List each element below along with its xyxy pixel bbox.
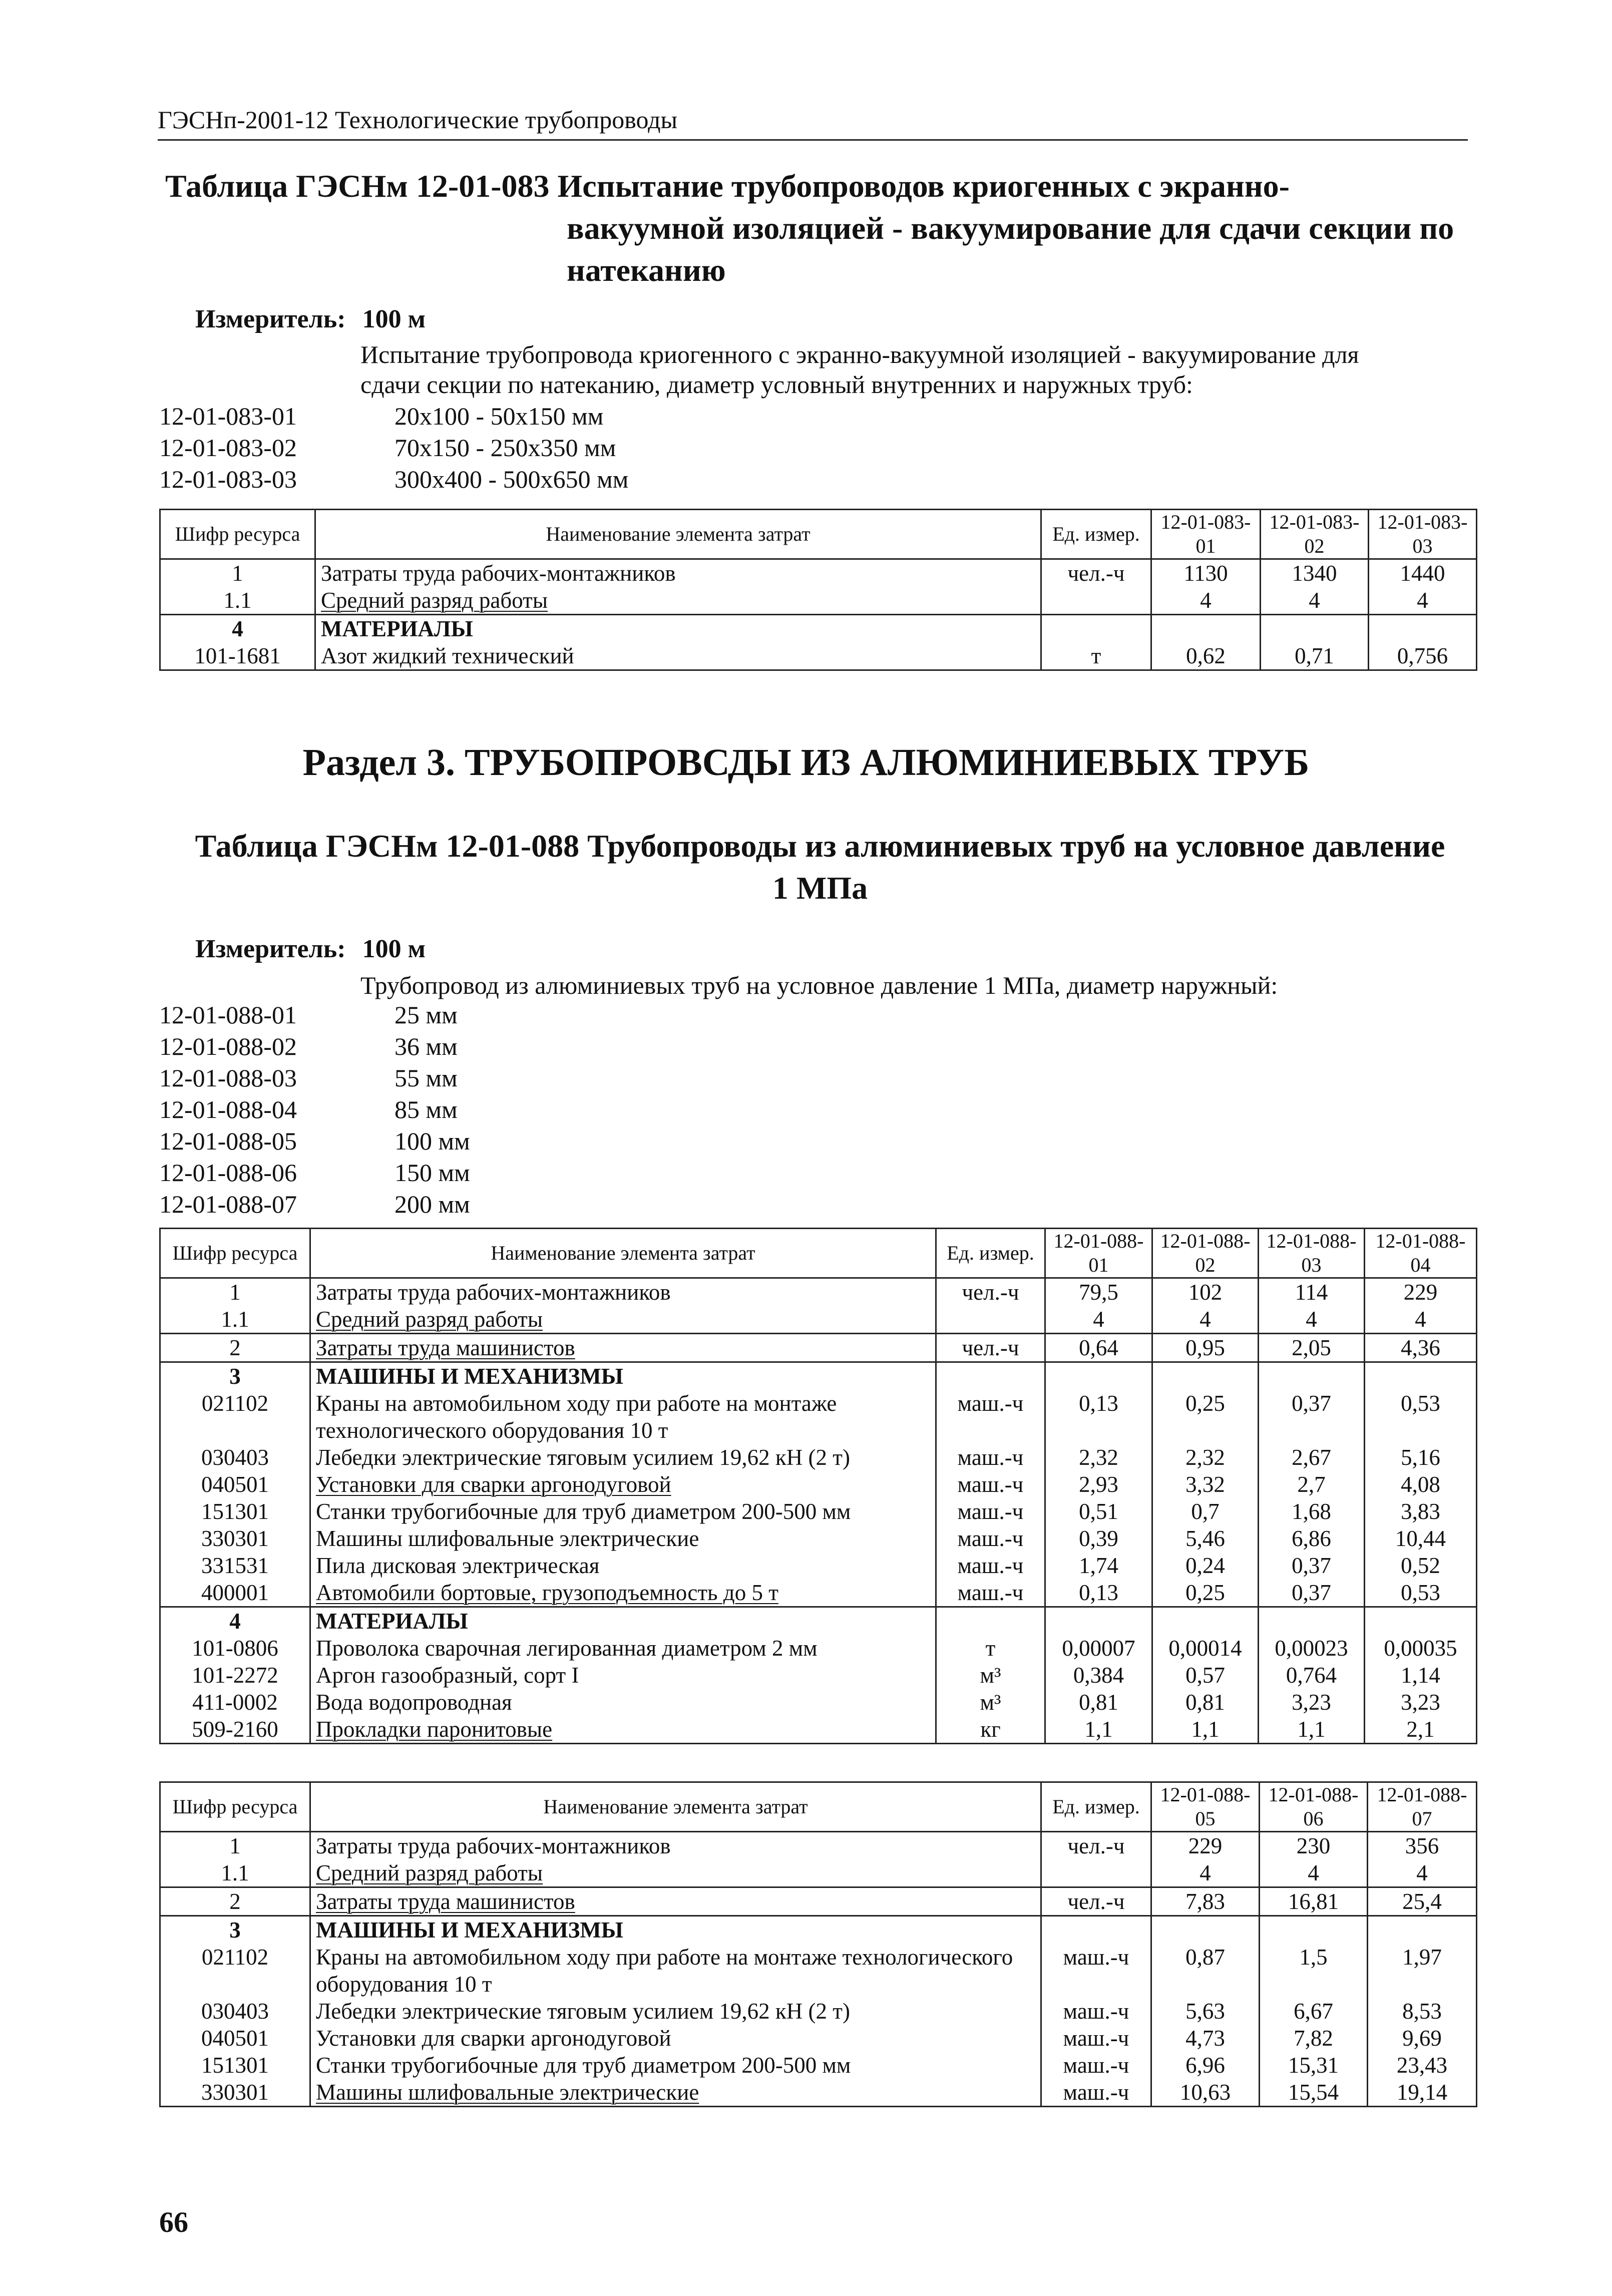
cell: Азот жидкий технический — [315, 642, 1041, 670]
cell: 0,756 — [1369, 642, 1477, 670]
page-header: ГЭСНп-2001-12 Технологические трубопроводы — [158, 106, 678, 134]
code-text: 85 мм — [394, 1095, 458, 1123]
table-row — [160, 1278, 1477, 1306]
table-083-title-line2: вакуумной изоляцией - вакуумирование для сдачи секции по — [567, 210, 1454, 246]
cell — [1041, 587, 1151, 615]
cell: 1440 — [1369, 559, 1477, 587]
cell: 2,32 — [1045, 1444, 1152, 1471]
cell: 6,86 — [1259, 1525, 1365, 1552]
cell — [1369, 615, 1477, 643]
header-cell: Шифр ресурса — [160, 1782, 310, 1832]
table-083 — [159, 509, 1477, 671]
header-cell: 12-01-088-04 — [1365, 1229, 1477, 1278]
cell: 2,67 — [1259, 1444, 1365, 1471]
cell: 3,23 — [1365, 1689, 1477, 1716]
cell — [1151, 1916, 1260, 1944]
code-text: 20x100 - 50x150 мм — [394, 402, 604, 430]
cell: маш.-ч — [1041, 2052, 1151, 2079]
header-cell: 12-01-083-01 — [1151, 510, 1261, 559]
cell: 1 — [160, 1832, 310, 1860]
cell: 040501 — [160, 1471, 310, 1498]
cell: Лебедки электрические тяговым усилием 19,62 кН (2 т) — [310, 1998, 1041, 2025]
cell: 0,25 — [1152, 1579, 1259, 1607]
table-header-row — [160, 510, 1477, 559]
code-list-item — [159, 1125, 470, 1157]
cell: 021102 — [160, 1944, 310, 1998]
cell: МАШИНЫ И МЕХАНИЗМЫ — [310, 1916, 1041, 1944]
cell: 15,54 — [1260, 2079, 1368, 2107]
cell: чел.-ч — [936, 1334, 1045, 1362]
cell: 0,00035 — [1365, 1635, 1477, 1662]
header-cell: 12-01-088-07 — [1368, 1782, 1477, 1832]
code-list-item — [159, 1062, 470, 1094]
measure-value: 100 м — [362, 935, 426, 963]
cell: 0,39 — [1045, 1525, 1152, 1552]
cell: чел.-ч — [1041, 559, 1151, 587]
cell — [1365, 1362, 1477, 1390]
cell: 230 — [1260, 1832, 1368, 1860]
cell — [1045, 1362, 1152, 1390]
cell: Станки трубогибочные для труб диаметром 200-500 мм — [310, 1498, 936, 1525]
cell: 331531 — [160, 1552, 310, 1579]
table-row — [160, 1390, 1477, 1444]
table-row — [160, 1832, 1477, 1860]
cell: 3,23 — [1259, 1689, 1365, 1716]
cell: 1.1 — [160, 1306, 310, 1334]
code-list-item — [159, 1157, 470, 1189]
cell: 1,14 — [1365, 1662, 1477, 1689]
cell: 4 — [1260, 1859, 1368, 1887]
cell: 5,46 — [1152, 1525, 1259, 1552]
cell: м³ — [936, 1689, 1045, 1716]
cell: маш.-ч — [936, 1498, 1045, 1525]
code: 12-01-088-02 — [159, 1032, 297, 1060]
cell: 0,95 — [1152, 1334, 1259, 1362]
cell: 509-2160 — [160, 1716, 310, 1744]
cell: Затраты труда машинистов — [310, 1887, 1041, 1916]
table-088-part2 — [159, 1781, 1477, 2107]
table-088-part2-body — [160, 1832, 1477, 2107]
cell: 2,7 — [1259, 1471, 1365, 1498]
cell: 2,32 — [1152, 1444, 1259, 1471]
table-088-title — [159, 825, 1481, 909]
cell: 0,384 — [1045, 1662, 1152, 1689]
cell: 151301 — [160, 1498, 310, 1525]
cell: Лебедки электрические тяговым усилием 19,62 кН (2 т) — [310, 1444, 936, 1471]
cell: 0,64 — [1045, 1334, 1152, 1362]
table-row — [160, 559, 1477, 587]
cell — [1261, 615, 1369, 643]
cell: Затраты труда машинистов — [310, 1334, 936, 1362]
code-text: 300x400 - 500x650 мм — [394, 465, 629, 493]
cell: 030403 — [160, 1444, 310, 1471]
measure-label: Измеритель: — [195, 935, 346, 963]
header-cell: 12-01-088-01 — [1045, 1229, 1152, 1278]
cell: Средний разряд работы — [310, 1859, 1041, 1887]
cell: 1,74 — [1045, 1552, 1152, 1579]
cell: 2 — [160, 1887, 310, 1916]
cell: маш.-ч — [936, 1525, 1045, 1552]
cell: 0,00023 — [1259, 1635, 1365, 1662]
header-cell: Наименование элемента затрат — [315, 510, 1041, 559]
cell: 0,37 — [1259, 1552, 1365, 1579]
cell: маш.-ч — [1041, 1998, 1151, 2025]
cell: 4 — [1368, 1859, 1477, 1887]
cell: 0,52 — [1365, 1552, 1477, 1579]
code-text: 200 мм — [394, 1190, 470, 1218]
cell: маш.-ч — [936, 1390, 1045, 1444]
cell: Прокладки паронитовые — [310, 1716, 936, 1744]
cell: 79,5 — [1045, 1278, 1152, 1306]
cell — [1041, 1859, 1151, 1887]
cell: Станки трубогибочные для труб диаметром 200-500 мм — [310, 2052, 1041, 2079]
cell: м³ — [936, 1662, 1045, 1689]
table-row — [160, 1498, 1477, 1525]
table-row — [160, 1471, 1477, 1498]
cell: МАШИНЫ И МЕХАНИЗМЫ — [310, 1362, 936, 1390]
cell: 4,36 — [1365, 1334, 1477, 1362]
header-cell: Ед. измер. — [1041, 1782, 1151, 1832]
cell: 23,43 — [1368, 2052, 1477, 2079]
cell: Машины шлифовальные электрические — [310, 2079, 1041, 2107]
cell: 021102 — [160, 1390, 310, 1444]
cell: 1340 — [1261, 559, 1369, 587]
header-cell: 12-01-088-05 — [1151, 1782, 1260, 1832]
cell: 4 — [1365, 1306, 1477, 1334]
cell: 114 — [1259, 1278, 1365, 1306]
cell: 4,08 — [1365, 1471, 1477, 1498]
cell: 0,25 — [1152, 1390, 1259, 1444]
cell: 1 — [160, 559, 315, 587]
cell: 6,96 — [1151, 2052, 1260, 2079]
table-row — [160, 1334, 1477, 1362]
table-row — [160, 1916, 1477, 1944]
table-row — [160, 1306, 1477, 1334]
table-header-row — [160, 1229, 1477, 1278]
cell: Краны на автомобильном ходу при работе на монтаже технологического оборудования 10 т — [310, 1944, 1041, 1998]
code: 12-01-083-01 — [159, 402, 297, 430]
cell: Затраты труда рабочих-монтажников — [310, 1832, 1041, 1860]
table-row — [160, 1689, 1477, 1716]
cell: 19,14 — [1368, 2079, 1477, 2107]
cell: Автомобили бортовые, грузоподъемность до 5 т — [310, 1579, 936, 1607]
table-row — [160, 615, 1477, 643]
cell: 0,13 — [1045, 1390, 1152, 1444]
cell: 4 — [1151, 587, 1261, 615]
cell: чел.-ч — [936, 1278, 1045, 1306]
cell: 10,44 — [1365, 1525, 1477, 1552]
cell: 0,37 — [1259, 1390, 1365, 1444]
cell: 151301 — [160, 2052, 310, 2079]
table-row — [160, 1607, 1477, 1635]
cell: 030403 — [160, 1998, 310, 2025]
cell: чел.-ч — [1041, 1832, 1151, 1860]
cell: 1,1 — [1152, 1716, 1259, 1744]
cell — [1152, 1607, 1259, 1635]
page-number: 66 — [159, 2206, 188, 2238]
table-header-row — [160, 1782, 1477, 1832]
cell: 0,764 — [1259, 1662, 1365, 1689]
table-row — [160, 1525, 1477, 1552]
cell: 0,62 — [1151, 642, 1261, 670]
code-list-item — [159, 432, 628, 464]
table-083-title — [165, 165, 1477, 291]
measure-value: 100 м — [362, 305, 426, 333]
cell: маш.-ч — [1041, 1944, 1151, 1998]
code: 12-01-083-03 — [159, 465, 297, 493]
code: 12-01-088-06 — [159, 1159, 297, 1187]
cell: 0,71 — [1261, 642, 1369, 670]
code-text: 70x150 - 250x350 мм — [394, 434, 616, 462]
code-list-item — [159, 401, 628, 432]
cell: Аргон газообразный, сорт I — [310, 1662, 936, 1689]
cell: 101-2272 — [160, 1662, 310, 1689]
cell: 1 — [160, 1278, 310, 1306]
cell: 101-1681 — [160, 642, 315, 670]
cell: Краны на автомобильном ходу при работе на монтаже технологического оборудования 10 т — [310, 1390, 936, 1444]
code-text: 55 мм — [394, 1064, 458, 1092]
cell: Средний разряд работы — [310, 1306, 936, 1334]
cell: 2,1 — [1365, 1716, 1477, 1744]
table-row — [160, 1444, 1477, 1471]
cell: Проволока сварочная легированная диаметром 2 мм — [310, 1635, 936, 1662]
cell — [1368, 1916, 1477, 1944]
table-088-description: Трубопровод из алюминиевых труб на условное давление 1 МПа, диаметр наружный: — [360, 971, 1278, 999]
table-083-title-line1: Таблица ГЭСНм 12-01-083 Испытание трубопроводов криогенных с экранно- — [165, 168, 1290, 204]
cell — [1259, 1607, 1365, 1635]
cell — [1259, 1362, 1365, 1390]
cell: 4 — [160, 615, 315, 643]
table-088-title-line2: 1 МПа — [772, 870, 868, 906]
cell: 0,53 — [1365, 1390, 1477, 1444]
cell: 4 — [1152, 1306, 1259, 1334]
cell: 6,67 — [1260, 1998, 1368, 2025]
cell: 229 — [1151, 1832, 1260, 1860]
table-row — [160, 1362, 1477, 1390]
table-row — [160, 1579, 1477, 1607]
cell: Пила дисковая электрическая — [310, 1552, 936, 1579]
code-list-item — [159, 1189, 470, 1220]
cell: 25,4 — [1368, 1887, 1477, 1916]
cell — [1151, 615, 1261, 643]
cell: 0,57 — [1152, 1662, 1259, 1689]
header-cell: Ед. измер. — [936, 1229, 1045, 1278]
cell: 0,00007 — [1045, 1635, 1152, 1662]
cell: 4 — [1259, 1306, 1365, 1334]
cell: 0,53 — [1365, 1579, 1477, 1607]
cell: т — [936, 1635, 1045, 1662]
cell: 411-0002 — [160, 1689, 310, 1716]
header-cell: Наименование элемента затрат — [310, 1229, 936, 1278]
table-row — [160, 1998, 1477, 2025]
cell: 0,87 — [1151, 1944, 1260, 1998]
cell: 330301 — [160, 2079, 310, 2107]
cell: 7,83 — [1151, 1887, 1260, 1916]
cell — [1041, 615, 1151, 643]
header-cell: 12-01-088-02 — [1152, 1229, 1259, 1278]
header-cell: 12-01-083-03 — [1369, 510, 1477, 559]
table-row — [160, 1662, 1477, 1689]
cell: 1,1 — [1259, 1716, 1365, 1744]
code-list-item — [159, 999, 470, 1031]
cell: Машины шлифовальные электрические — [310, 1525, 936, 1552]
cell: 9,69 — [1368, 2025, 1477, 2052]
cell — [936, 1362, 1045, 1390]
code: 12-01-088-07 — [159, 1190, 297, 1218]
cell: 2,93 — [1045, 1471, 1152, 1498]
code: 12-01-083-02 — [159, 434, 297, 462]
cell: 330301 — [160, 1525, 310, 1552]
cell: маш.-ч — [936, 1552, 1045, 1579]
cell: 040501 — [160, 2025, 310, 2052]
cell: 1,68 — [1259, 1498, 1365, 1525]
cell: Вода водопроводная — [310, 1689, 936, 1716]
cell: Установки для сварки аргонодуговой — [310, 2025, 1041, 2052]
table-088-code-list — [159, 999, 470, 1220]
cell: 5,63 — [1151, 1998, 1260, 2025]
table-row — [160, 1635, 1477, 1662]
table-088-measure — [195, 934, 426, 964]
table-088-title-line1: Таблица ГЭСНм 12-01-088 Трубопроводы из алюминиевых труб на условное давление — [195, 828, 1445, 864]
code-text: 25 мм — [394, 1001, 458, 1029]
cell: Установки для сварки аргонодуговой — [310, 1471, 936, 1498]
table-row — [160, 1716, 1477, 1744]
header-cell: Наименование элемента затрат — [310, 1782, 1041, 1832]
cell: 7,82 — [1260, 2025, 1368, 2052]
cell: 2,05 — [1259, 1334, 1365, 1362]
cell: 1,5 — [1260, 1944, 1368, 1998]
table-083-title-line3: натеканию — [567, 252, 726, 288]
table-088-part1 — [159, 1228, 1477, 1744]
cell: 1.1 — [160, 587, 315, 615]
code-list-item — [159, 464, 628, 495]
cell — [1152, 1362, 1259, 1390]
cell: 4 — [160, 1607, 310, 1635]
table-083-code-list — [159, 401, 628, 495]
table-083-measure — [195, 304, 426, 334]
cell: 0,51 — [1045, 1498, 1152, 1525]
cell: 400001 — [160, 1579, 310, 1607]
code-text: 36 мм — [394, 1032, 458, 1060]
code-text: 150 мм — [394, 1159, 470, 1187]
cell: 1,1 — [1045, 1716, 1152, 1744]
table-row — [160, 2052, 1477, 2079]
cell: кг — [936, 1716, 1045, 1744]
cell: 4 — [1261, 587, 1369, 615]
cell — [936, 1306, 1045, 1334]
cell: 4,73 — [1151, 2025, 1260, 2052]
cell: 2 — [160, 1334, 310, 1362]
code-list-item — [159, 1094, 470, 1125]
cell: 0,81 — [1152, 1689, 1259, 1716]
cell: т — [1041, 642, 1151, 670]
table-row — [160, 1887, 1477, 1916]
header-cell: Ед. измер. — [1041, 510, 1151, 559]
description-line: Испытание трубопровода криогенного с экранно-вакуумной изоляцией - вакуумирование для — [360, 340, 1359, 368]
cell: 5,16 — [1365, 1444, 1477, 1471]
cell — [1045, 1607, 1152, 1635]
code: 12-01-088-03 — [159, 1064, 297, 1092]
cell: 101-0806 — [160, 1635, 310, 1662]
code-list-item — [159, 1031, 470, 1062]
header-cell: Шифр ресурса — [160, 1229, 310, 1278]
cell: маш.-ч — [936, 1444, 1045, 1471]
table-083-description — [360, 339, 1472, 400]
cell: 3 — [160, 1362, 310, 1390]
cell: Затраты труда рабочих-монтажников — [315, 559, 1041, 587]
table-row — [160, 2079, 1477, 2107]
cell — [936, 1607, 1045, 1635]
cell: 1130 — [1151, 559, 1261, 587]
table-row — [160, 2025, 1477, 2052]
cell: 0,81 — [1045, 1689, 1152, 1716]
cell: 0,13 — [1045, 1579, 1152, 1607]
cell: Затраты труда рабочих-монтажников — [310, 1278, 936, 1306]
cell: маш.-ч — [936, 1471, 1045, 1498]
cell: маш.-ч — [936, 1579, 1045, 1607]
table-row — [160, 587, 1477, 615]
header-divider — [158, 139, 1468, 141]
cell: 0,7 — [1152, 1498, 1259, 1525]
cell: 8,53 — [1368, 1998, 1477, 2025]
cell: 16,81 — [1260, 1887, 1368, 1916]
header-cell: 12-01-088-06 — [1260, 1782, 1368, 1832]
code: 12-01-088-05 — [159, 1127, 297, 1155]
code: 12-01-088-01 — [159, 1001, 297, 1029]
cell — [1260, 1916, 1368, 1944]
cell: 3 — [160, 1916, 310, 1944]
cell: 102 — [1152, 1278, 1259, 1306]
cell: 4 — [1045, 1306, 1152, 1334]
cell: МАТЕРИАЛЫ — [315, 615, 1041, 643]
table-row — [160, 642, 1477, 670]
cell: 1.1 — [160, 1859, 310, 1887]
table-row — [160, 1859, 1477, 1887]
cell: 229 — [1365, 1278, 1477, 1306]
cell: чел.-ч — [1041, 1887, 1151, 1916]
cell: маш.-ч — [1041, 2025, 1151, 2052]
code-text: 100 мм — [394, 1127, 470, 1155]
cell: 15,31 — [1260, 2052, 1368, 2079]
cell: 4 — [1151, 1859, 1260, 1887]
measure-label: Измеритель: — [195, 305, 346, 333]
code: 12-01-088-04 — [159, 1095, 297, 1123]
cell: 0,00014 — [1152, 1635, 1259, 1662]
cell: МАТЕРИАЛЫ — [310, 1607, 936, 1635]
cell: Средний разряд работы — [315, 587, 1041, 615]
description-line: сдачи секции по натеканию, диаметр условный внутренних и наружных труб: — [360, 370, 1193, 399]
cell: 1,97 — [1368, 1944, 1477, 1998]
cell — [1365, 1607, 1477, 1635]
cell: 0,37 — [1259, 1579, 1365, 1607]
cell: 3,83 — [1365, 1498, 1477, 1525]
cell: маш.-ч — [1041, 2079, 1151, 2107]
table-088-part1-body — [160, 1278, 1477, 1744]
cell — [1041, 1916, 1151, 1944]
cell: 3,32 — [1152, 1471, 1259, 1498]
cell: 10,63 — [1151, 2079, 1260, 2107]
cell: 356 — [1368, 1832, 1477, 1860]
table-row — [160, 1944, 1477, 1998]
table-row — [160, 1552, 1477, 1579]
cell: 4 — [1369, 587, 1477, 615]
cell: 0,24 — [1152, 1552, 1259, 1579]
header-cell: Шифр ресурса — [160, 510, 315, 559]
section-title: Раздел 3. ТРУБОПРОВСДЫ ИЗ АЛЮМИНИЕВЫХ ТРУБ — [302, 741, 1310, 784]
header-cell: 12-01-088-03 — [1259, 1229, 1365, 1278]
header-cell: 12-01-083-02 — [1261, 510, 1369, 559]
